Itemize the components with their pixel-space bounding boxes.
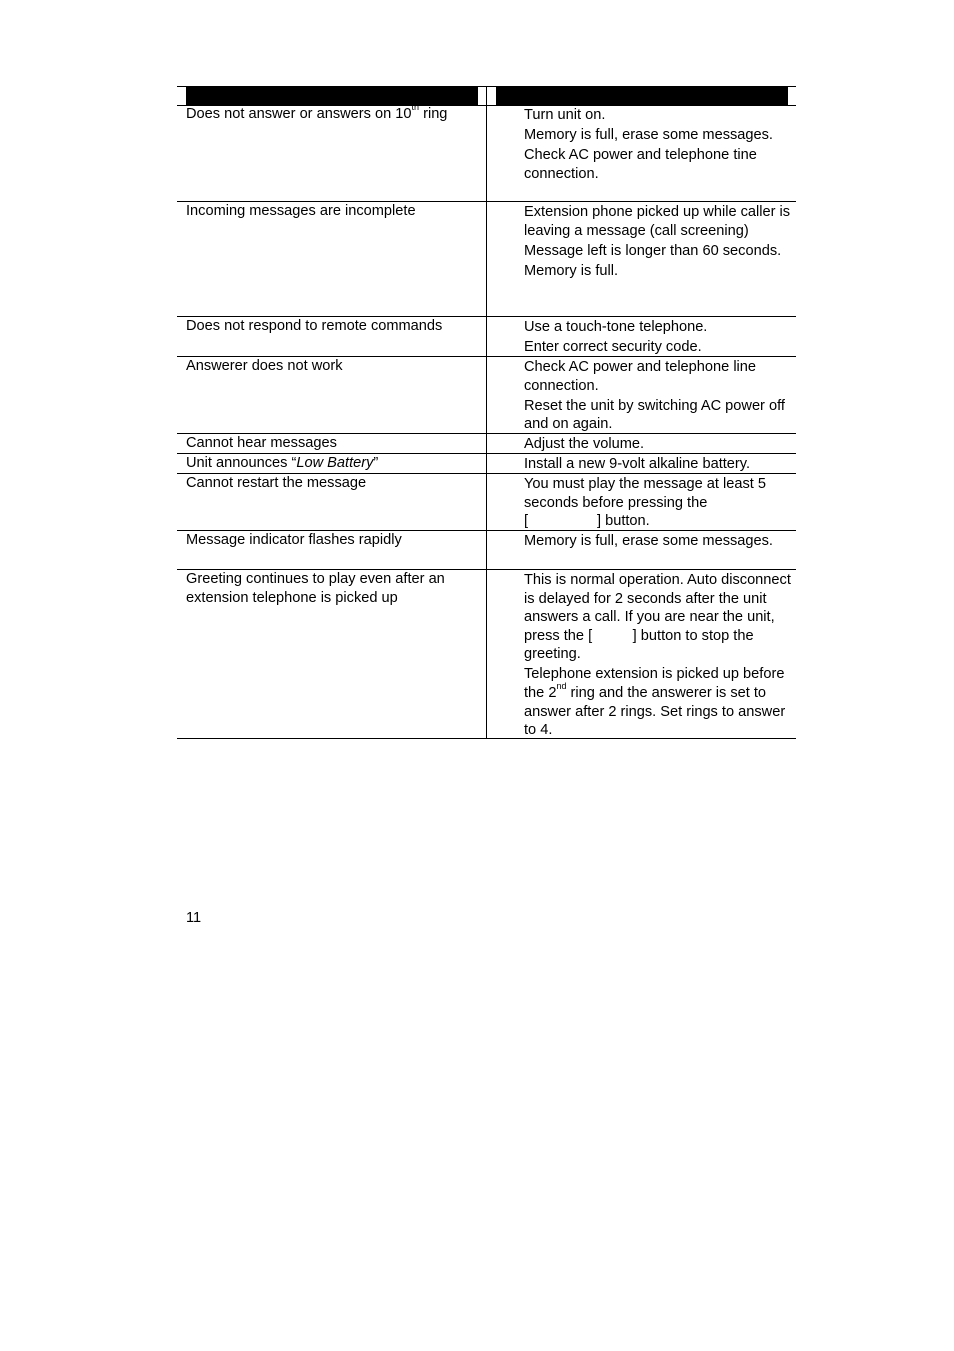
solution-item: Enter correct security code.: [524, 338, 702, 355]
solution-item: Memory is full, erase some messages.: [524, 126, 773, 143]
problem-line: extension telephone is picked up: [186, 589, 398, 606]
solution-cell: [524, 318, 792, 357]
solution-item: Telephone extension is picked up before the 2nd ring and the answerer is set to answer after 2 rings. Set rings to answer to 4.: [524, 666, 786, 739]
problem-cell: Does not respond to remote commands: [186, 318, 443, 334]
solution-cell: [524, 203, 792, 280]
problem-cell: Cannot hear messages: [186, 435, 337, 451]
table-row: [177, 454, 796, 474]
solution-cell: [524, 571, 795, 740]
solution-item: Check AC power and telephone tine connection.: [524, 146, 757, 182]
table-row: [177, 202, 796, 317]
table-header-solution-cell: [496, 87, 788, 105]
problem-cell: Cannot restart the message: [186, 475, 367, 491]
solution-item: [ ] button.: [524, 513, 650, 530]
table-row: [177, 102, 796, 202]
solution-cell: [524, 435, 792, 454]
table-row: [177, 570, 796, 739]
problem-cell: [186, 570, 481, 607]
page-number: 11: [186, 910, 202, 926]
table-row: [177, 474, 796, 531]
solution-item: You must play the message at least 5 seconds before pressing the: [524, 476, 767, 511]
solution-item: Message left is longer than 60 seconds.: [524, 242, 782, 259]
solution-cell: [524, 532, 792, 551]
problem-cell: Message indicator flashes rapidly: [186, 532, 402, 548]
solution-item: Check AC power and telephone line connection.: [524, 359, 757, 394]
problem-cell: Unit announces “Low Battery”: [186, 455, 379, 471]
solution-cell: [524, 358, 792, 434]
solution-item: Memory is full.: [524, 262, 619, 279]
table-header-problem-cell: [186, 87, 478, 105]
solution-item: Extension phone picked up while caller is leaving a message (call screening): [524, 204, 791, 239]
table-row: [177, 434, 796, 454]
problem-cell: Incoming messages are incomplete: [186, 203, 416, 219]
solution-item: Reset the unit by switching AC power off and on again.: [524, 397, 785, 433]
solution-item: Adjust the volume.: [524, 436, 645, 452]
problem-cell: Answerer does not work: [186, 358, 343, 374]
table-row: [177, 357, 796, 434]
table-row: [177, 531, 796, 570]
solution-item: This is normal operation. Auto disconnect is delayed for 2 seconds after the unit answers a call. If you are near the unit, press the [ ] button to stop the greeting.: [524, 572, 795, 663]
solution-item: Turn unit on.: [524, 107, 606, 123]
table-header-divider: [486, 87, 487, 105]
solution-cell: [524, 455, 792, 474]
solution-cell: [524, 475, 792, 531]
problem-line: Greeting continues to play even after an: [186, 571, 445, 587]
solution-item: Use a touch-tone telephone.: [524, 319, 708, 335]
problem-cell: Does not answer or answers on 10th ring: [186, 102, 448, 122]
solution-item: Memory is full, erase some messages.: [524, 533, 773, 549]
solution-item: Install a new 9-volt alkaline battery.: [524, 456, 751, 472]
table-row: [177, 317, 796, 357]
solution-cell: [524, 106, 792, 183]
